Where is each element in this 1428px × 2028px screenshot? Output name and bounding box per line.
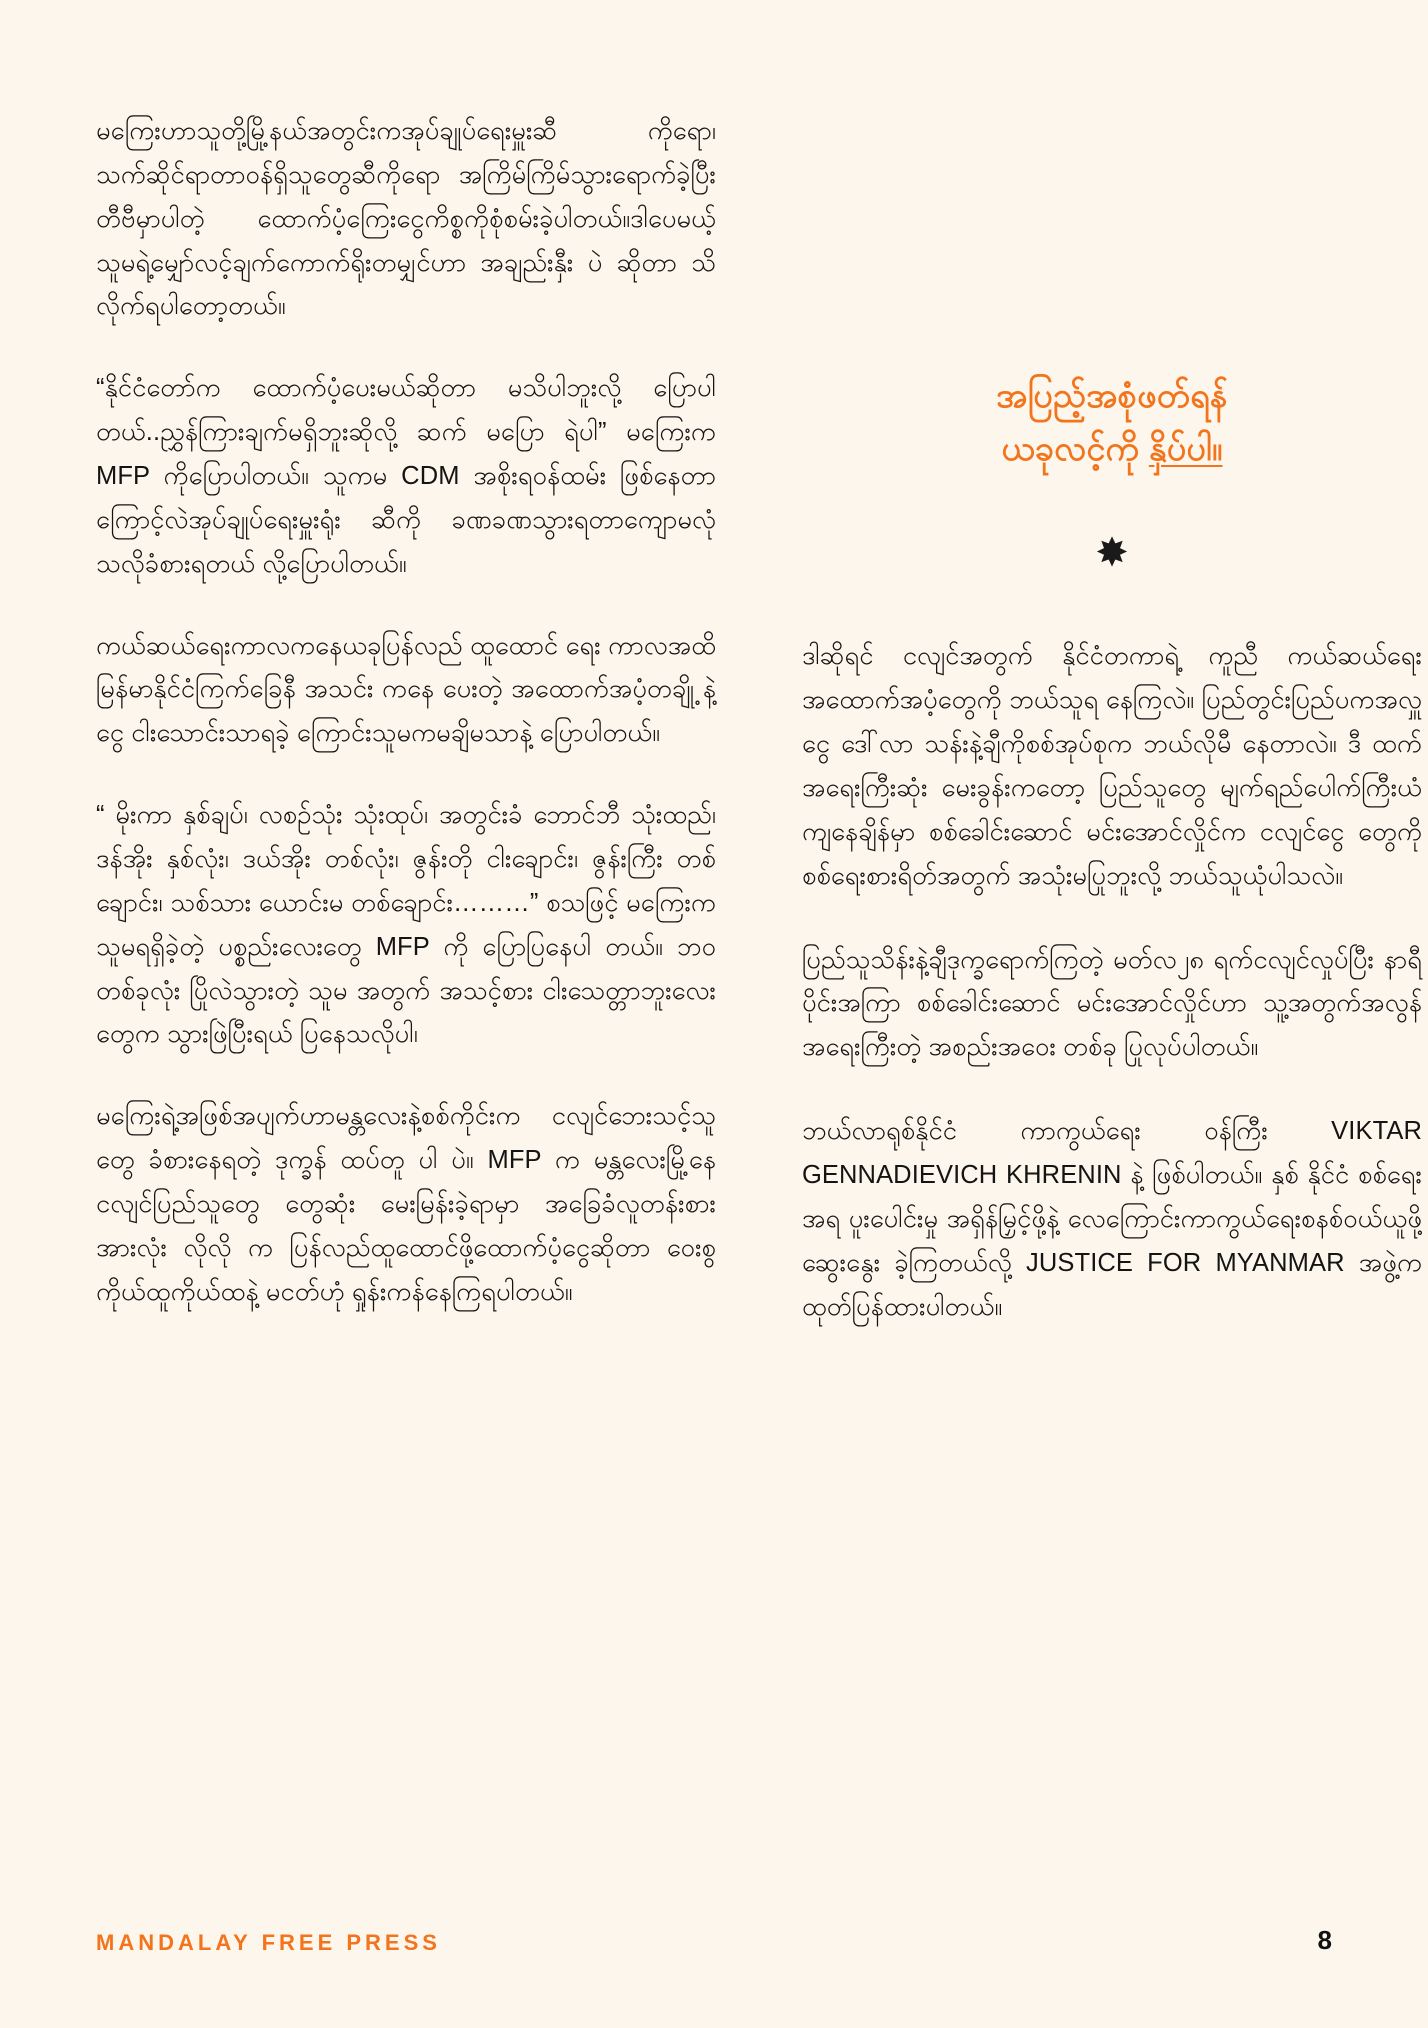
two-column-layout: [96, 110, 1422, 1369]
right-column: [802, 110, 1422, 1369]
paragraph: ကယ်ဆယ်ရေးကာလကနေယခုပြန်လည် ထူထောင် ရေး ကာလအထိမြန်မာနိုင်ငံကြက်ခြေနီ အသင်း ကနေ ပေးတဲ့ အထောက်အပံ့တချို့ နဲ့ ငွေ ငါးသောင်းသာရခဲ့ ကြောင်းသူမကမချိမသာနဲ့ ပြောပါတယ်။: [96, 631, 716, 748]
callout-headline-line1: အပြည့်အစုံဖတ်ရန်: [996, 377, 1228, 415]
page-footer: [96, 1925, 1332, 1956]
callout-link[interactable]: နှိပ်ပါ။: [1148, 429, 1223, 468]
paragraph: မကြေးရဲ့အဖြစ်အပျက်ဟာမန္တလေးနဲ့စစ်ကိုင်းက ငလျင်ဘေးသင့်သူတွေ ခံစားနေရတဲ့ ဒုက္ခန် ထပ်တူ ပါ ပဲ။ MFP က မန္တလေးမြို့နေ ငလျင်ပြည်သူတွေ တွေဆုံး မေးမြန်းခဲ့ရာမှာ အခြေခံလူတန်းစားအားလုံး လိုလို က ပြန်လည်ထူထောင်ဖို့ထောက်ပံ့ငွေဆိုတာ ဝေးစွ ကိုယ်ထူကိုယ်ထနဲ့ မငတ်ဟုံ ရှုန်းကန်နေကြရပါတယ်။: [96, 1102, 716, 1306]
paragraph: “ မိုးကာ နှစ်ချပ်၊ လစဉ်သုံး သုံးထုပ်၊ အတွင်းခံ ဘောင်ဘီ သုံးထည်၊ ဒန်အိုး နှစ်လုံး၊ ဒယ်အိုး တစ်လုံး၊ ဇွန်းတို ငါးချောင်း၊ ဇွန်းကြီး တစ်ချောင်း၊ သစ်သား ယောင်းမ တစ်ချောင်း………” စသဖြင့် မကြေးက သူမရရှိခဲ့တဲ့ ပစ္စည်းလေးတွေ MFP ကို ပြောပြနေပါ တယ်။ ဘဝ တစ်ခုလုံး ပြိုလဲသွားတဲ့ သူမ အတွက် အသင့်စား ငါးသေတ္တာဘူးလေးတွေက သွားဖြဲပြီးရယ် ပြနေသလိုပါ၊: [96, 801, 716, 1049]
callout-headline-line2-text: ယခုလင့်ကို: [1001, 429, 1140, 468]
left-column: [96, 110, 716, 1315]
asterisk-ornament-icon: ✸: [1095, 531, 1129, 576]
paragraph: မကြေးဟာသူတို့မြို့နယ်အတွင်းကအုပ်ချုပ်ရေးမှူးဆီ ကိုရော၊သက်ဆိုင်ရာတာဝန်ရှိသူတွေဆီကိုရော အကြိမ်ကြိမ်သွားရောက်ခဲ့ပြီးတီဗီမှာပါတဲ့ ထောက်ပံ့ကြေးငွေကိစ္စကိုစုံစမ်းခဲ့ပါတယ်။ဒါပေမယ့် သူမရဲ့မျှော်လင့်ချက်ကောက်ရိုးတမျှင်ဟာ အချည်းနှီး ပဲ ဆိုတာ သိလိုက်ရပါတော့တယ်။: [96, 117, 716, 321]
page-number: 8: [1317, 1925, 1332, 1955]
footer-brand: MANDALAY FREE PRESS: [96, 1930, 441, 1955]
paragraph: ဘယ်လာရုစ်နိုင်ငံ ကာကွယ်ရေး ဝန်ကြီး VIKTAR GENNADIEVICH KHRENIN နဲ့ ဖြစ်ပါတယ်။ နှစ် နိုင်ငံ စစ်ရေးအရ ပူးပေါင်းမှု အရှိန်မြှင့်ဖို့နဲ့ လေကြောင်းကာကွယ်ရေးစနစ်ဝယ်ယူဖို့ ဆွေးနွေး ခဲ့ကြတယ်လို့ JUSTICE FOR MYANMAR အဖွဲ့က ထုတ်ပြန်ထားပါတယ်။: [802, 1117, 1422, 1321]
callout-headline: [802, 370, 1422, 475]
paragraph: ပြည်သူသိန်းနဲ့ချီဒုက္ခရောက်ကြတဲ့ မတ်လ၂၈ ရက်ငလျင်လှုပ်ပြီး နာရီပိုင်းအကြာ စစ်ခေါင်းဆောင် မင်းအောင်လှိုင်ဟာ သူ့အတွက်အလွန်အရေးကြီးတဲ့ အစည်းအဝေး တစ်ခု ပြုလုပ်ပါတယ်။: [802, 945, 1422, 1062]
paragraph: ဒါဆိုရင် ငလျင်အတွက် နိုင်ငံတကာရဲ့ ကူညီ ကယ်ဆယ်ရေးအထောက်အပံ့တွေကို ဘယ်သူရ နေကြလဲ။ ပြည်တွင်းပြည်ပကအလှူငွေ ဒေါ်လာ သန်းနဲ့ချီကိုစစ်အုပ်စုက ဘယ်လိုမီ နေတာလဲ။ ဒီ ထက်အရေးကြီးဆုံး မေးခွန်းကတော့ ပြည်သူတွေ မျက်ရည်ပေါက်ကြီးယံကျနေချိန်မှာ စစ်ခေါင်းဆောင် မင်းအောင်လှိုင်က ငလျင်ငွေ တွေကို စစ်ရေးစားရိတ်အတွက် အသုံးမပြုဘူးလို့ ဘယ်သူယုံပါသလဲ။: [802, 642, 1422, 890]
paragraph: “နိုင်ငံတော်က ထောက်ပံ့ပေးမယ်ဆိုတာ မသိပါဘူးလို့ ပြောပါတယ်..ညွှန်ကြားချက်မရှိဘူးဆိုလို့ ဆက် မပြော ရဲပါ” မကြေးက MFP ကိုပြောပါတယ်။ သူကမ CDM အစိုးရဝန်ထမ်း ဖြစ်နေတာကြောင့်လဲအုပ်ချုပ်ရေးမှူးရုံး ဆီကို ခဏခဏသွားရတာကျောမလုံသလိုခံစားရတယ် လို့ပြောပါတယ်။: [96, 374, 716, 578]
callout-headline-line2: [802, 423, 1422, 476]
